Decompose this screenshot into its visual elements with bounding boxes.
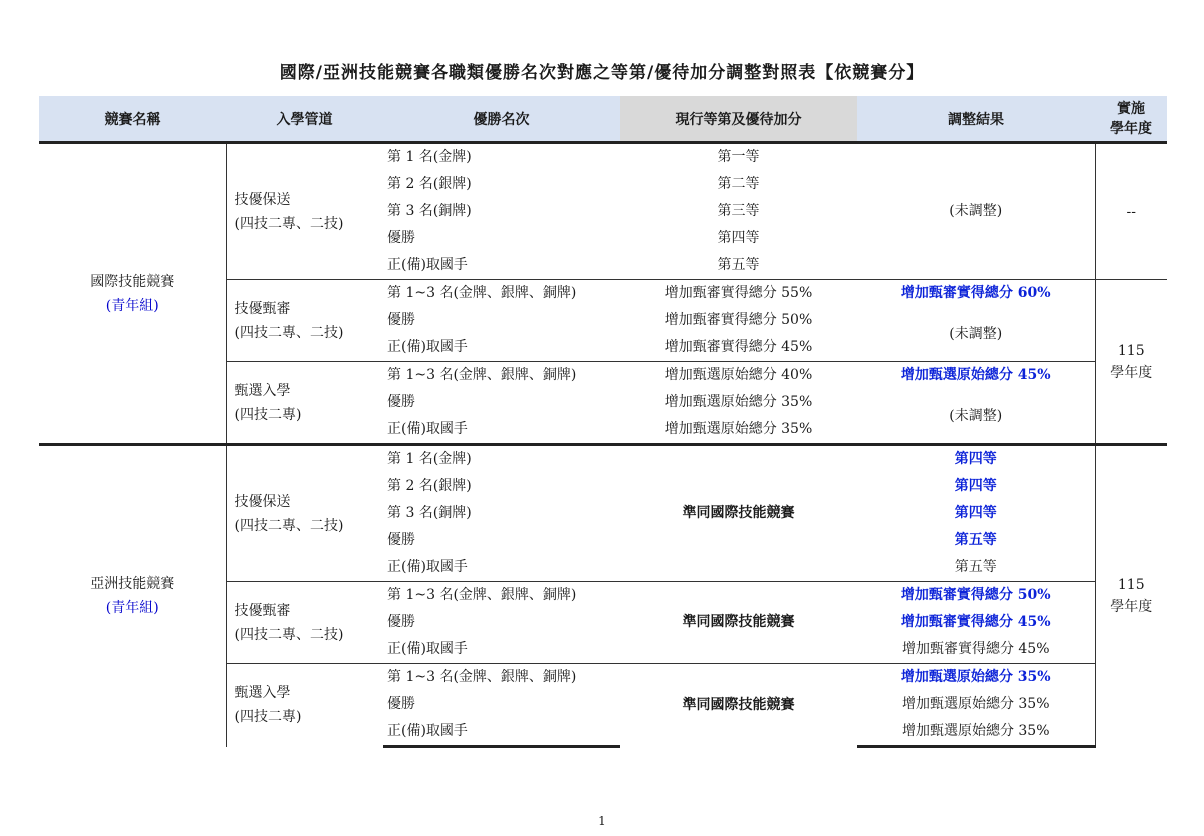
rank-cell: 正(備)取國手 (383, 718, 620, 747)
current-cell: 第二等 (717, 176, 760, 192)
current-cell: 增加甄審實得總分 50% (664, 312, 813, 328)
table-header-row (39, 96, 1167, 143)
route-cell (226, 143, 383, 280)
current-cell: 第五等 (717, 257, 760, 273)
rank-cell: 第 1~3 名(金牌、銀牌、銅牌) (383, 362, 620, 390)
rank-cell: 優勝 (387, 696, 415, 712)
header-result: 調整結果 (857, 96, 1095, 143)
result-cell: 第四等 (954, 505, 997, 521)
route-sub: (四技二專、二技) (234, 626, 344, 643)
rank-cell: 第 2 名(銀牌) (387, 478, 472, 494)
route-cell (226, 582, 383, 664)
result-cell: 第五等 (954, 559, 997, 575)
rank-cell: 正(備)取國手 (387, 339, 468, 355)
header-route: 入學管道 (226, 96, 383, 143)
route-name: 技優保送 (234, 493, 291, 510)
competition-cell (39, 445, 226, 747)
rank-cell: 正(備)取國手 (387, 257, 468, 273)
adjustment-table (39, 96, 1167, 748)
year-line1: 115 (1117, 342, 1145, 359)
current-cell: 準同國際技能競賽 (620, 445, 857, 582)
competition-group: (青年組) (105, 600, 159, 617)
current-cell: 準同國際技能競賽 (620, 582, 857, 664)
route-cell (226, 664, 383, 747)
current-cell: 增加甄選原始總分 40% (620, 362, 857, 390)
result-cell: 增加甄審實得總分 60% (857, 280, 1095, 308)
result-cell: 增加甄選原始總分 45% (857, 362, 1095, 390)
competition-name: 亞洲技能競賽 (90, 576, 175, 593)
header-year-line2: 學年度 (1110, 120, 1152, 137)
header-year (1095, 96, 1167, 143)
current-cell: 增加甄選原始總分 35% (664, 394, 813, 410)
result-cell: 增加甄選原始總分 35% (901, 696, 1050, 712)
route-name: 甄選入學 (234, 382, 291, 399)
result-cell: 增加甄審實得總分 45% (901, 641, 1050, 657)
result-cell: (未調整) (949, 407, 1003, 424)
current-cell: 準同國際技能競賽 (620, 664, 857, 747)
year-line2: 學年度 (1110, 599, 1153, 616)
current-cell: 增加甄選原始總分 35% (664, 421, 813, 437)
result-cell: 增加甄選原始總分 35% (857, 718, 1095, 747)
current-cell: 增加甄審實得總分 45% (664, 339, 813, 355)
rank-cell: 第 3 名(銅牌) (387, 203, 472, 219)
year-cell (1095, 445, 1167, 747)
result-cell: 第四等 (857, 445, 1095, 474)
year-cell (1095, 280, 1167, 445)
route-name: 甄選入學 (234, 685, 291, 702)
header-current: 現行等第及優待加分 (620, 96, 857, 143)
rank-cell: 優勝 (387, 614, 415, 630)
rank-cell: 第 2 名(銀牌) (387, 176, 472, 192)
rank-cell: 第 1 名(金牌) (387, 149, 472, 165)
rank-cell: 第 1~3 名(金牌、銀牌、銅牌) (383, 280, 620, 308)
route-sub: (四技二專、二技) (234, 324, 344, 341)
current-cell: 第四等 (717, 230, 760, 246)
rank-cell: 優勝 (387, 230, 415, 246)
rank-cell: 第 1~3 名(金牌、銀牌、銅牌) (383, 664, 620, 692)
rank-cell: 正(備)取國手 (387, 559, 468, 575)
route-sub: (四技二專、二技) (234, 517, 344, 534)
year-line1: 115 (1117, 577, 1145, 594)
route-sub: (四技二專、二技) (234, 215, 344, 232)
rank-cell: 正(備)取國手 (387, 421, 468, 437)
route-sub: (四技二專) (234, 406, 302, 423)
year-line2: 學年度 (1110, 364, 1153, 381)
header-competition: 競賽名稱 (39, 96, 226, 143)
result-cell: 增加甄審實得總分 45% (900, 614, 1051, 630)
rank-cell: 優勝 (387, 394, 415, 410)
current-cell: 第一等 (717, 149, 760, 165)
rank-cell: 正(備)取國手 (387, 641, 468, 657)
rank-cell: 優勝 (387, 312, 415, 328)
rank-cell: 第 1 名(金牌) (383, 445, 620, 474)
route-sub: (四技二專) (234, 709, 302, 726)
result-cell: 增加甄審實得總分 50% (857, 582, 1095, 610)
current-cell: 第三等 (717, 203, 760, 219)
rank-cell: 第 1~3 名(金牌、銀牌、銅牌) (383, 582, 620, 610)
competition-name: 國際技能競賽 (90, 273, 175, 290)
table-row (39, 445, 1167, 474)
route-name: 技優甄審 (234, 602, 291, 619)
result-cell: 增加甄選原始總分 35% (857, 664, 1095, 692)
table-row (39, 143, 1167, 172)
current-cell: 增加甄審實得總分 55% (620, 280, 857, 308)
rank-cell: 優勝 (387, 532, 415, 548)
year-cell: -- (1095, 143, 1167, 280)
result-cell: (未調整) (949, 203, 1003, 219)
route-name: 技優甄審 (234, 300, 291, 317)
route-cell (226, 280, 383, 362)
result-cell: 第四等 (954, 478, 997, 494)
competition-cell (39, 143, 226, 445)
route-cell (226, 445, 383, 582)
rank-cell: 第 3 名(銅牌) (387, 505, 472, 521)
result-cell: 第五等 (954, 532, 997, 548)
header-rank: 優勝名次 (383, 96, 620, 143)
document-title: 國際/亞洲技能競賽各職類優勝名次對應之等第/優待加分調整對照表【依競賽分】 (279, 63, 925, 83)
page-number: 1 (598, 814, 606, 828)
route-cell (226, 362, 383, 445)
header-year-line1: 實施 (1117, 100, 1145, 117)
result-cell: (未調整) (949, 325, 1003, 342)
route-name: 技優保送 (234, 191, 291, 208)
competition-group: (青年組) (105, 297, 159, 314)
